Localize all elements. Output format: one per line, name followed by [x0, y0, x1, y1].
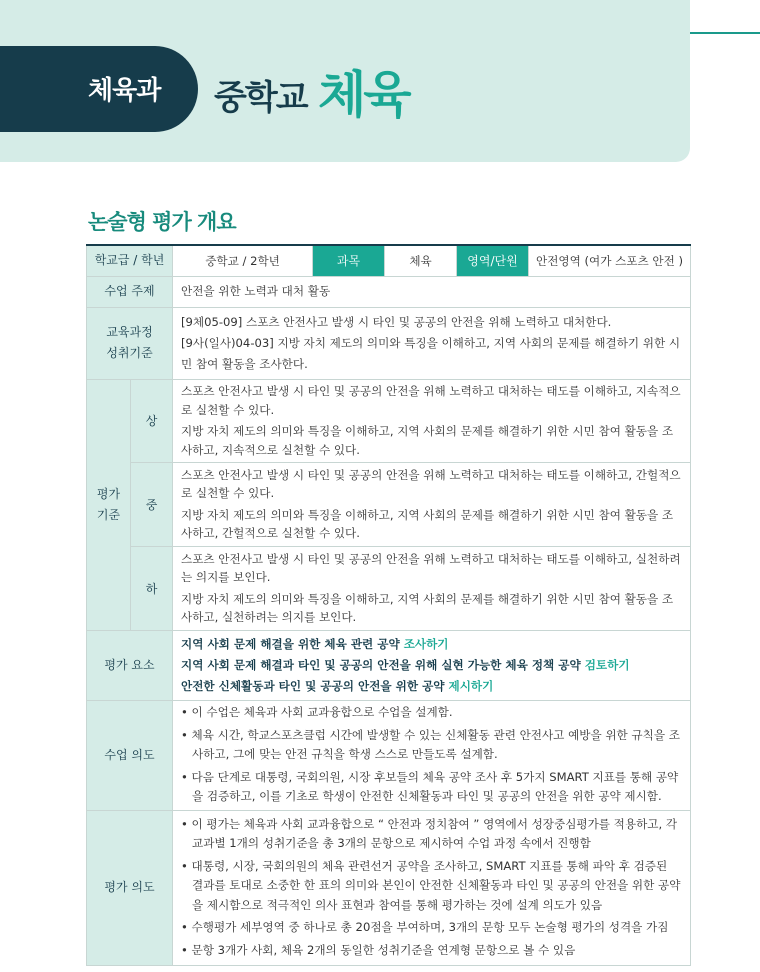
subject-tag: 체육과	[88, 76, 161, 106]
table-row-level-high	[87, 379, 691, 462]
eval-intent-item: • 이 평가는 체육과 사회 교과융합으로 “ 안전과 정치참여 ” 영역에서 성장중심평가를 적용하고, 각 교과별 1개의 성취기준을 총 3개의 문항으로 제시하여 수업 과정 속에서 진행함	[181, 816, 678, 851]
intent-item: • 체육 시간, 학교스포츠클럽 시간에 발생할 수 있는 신체활동 관련 안전사고 예방을 위한 규칙을 조사하고, 그에 맞는 안전 규칙을 학생 스스로 만들도록 설계함.	[181, 727, 680, 762]
element-verb: 조사하기	[403, 636, 449, 651]
element-text: 지역 사회 문제 해결과 타인 및 공공의 안전을 위해 실현 가능한 체육 정책 공약	[181, 657, 585, 672]
intent-list	[173, 700, 691, 810]
level-line: 지방 자치 제도의 의미와 특징을 이해하고, 지역 사회의 문제를 해결하기 위한 시민 참여 활동을 조사하고, 지속적으로 실천할 수 있다.	[181, 424, 674, 457]
intent-label: 수업 의도	[87, 700, 173, 810]
element-item	[181, 676, 682, 697]
level-line: 스포츠 안전사고 발생 시 타인 및 공공의 안전을 위해 노력하고 대처하는 태도를 이해하고, 지속적으로 실천할 수 있다.	[181, 384, 681, 417]
assessment-overview-table	[86, 244, 691, 966]
table-row-intent	[87, 700, 691, 810]
criteria-label	[87, 379, 131, 630]
level-name-high: 상	[131, 379, 173, 462]
element-item	[181, 634, 682, 655]
element-text: 안전한 신체활동과 타인 및 공공의 안전을 위한 공약	[181, 678, 449, 693]
standards-label-line-1: 교육과정	[106, 325, 153, 339]
area-value: 안전영역 (여가 스포츠 안전 )	[529, 245, 691, 276]
intent-item: • 다음 단계로 대통령, 국회의원, 시장 후보들의 체육 공약 조사 후 5가지 SMART 지표를 통해 공약을 검증하고, 이를 기초로 학생이 안전한 신체활동과 타인 및 공공의 안전을 위한 공약 제시함.	[181, 769, 679, 804]
table-row-standards	[87, 307, 691, 379]
level-line: 스포츠 안전사고 발생 시 타인 및 공공의 안전을 위해 노력하고 대처하는 태도를 이해하고, 간헐적으로 실천할 수 있다.	[181, 467, 681, 500]
level-line: 지방 자치 제도의 의미와 특징을 이해하고, 지역 사회의 문제를 해결하기 위한 시민 참여 활동을 조사하고, 간헐적으로 실천할 수 있다.	[181, 507, 674, 540]
elements-label: 평가 요소	[87, 630, 173, 700]
table-row-topic	[87, 276, 691, 307]
criteria-label-line-2: 기준	[96, 507, 121, 522]
elements-list	[173, 630, 691, 700]
standards-label	[87, 307, 173, 379]
subject-value: 체육	[385, 245, 457, 276]
element-text: 지역 사회 문제 해결을 위한 체육 관련 공약	[181, 636, 404, 651]
standard-item: [9체05-09] 스포츠 안전사고 발생 시 타인 및 공공의 안전을 위해 노력하고 대처한다.	[181, 314, 612, 329]
table-row-level-low	[87, 546, 691, 630]
element-verb: 검토하기	[584, 657, 630, 672]
page-title-level: 중학교	[214, 78, 307, 118]
eval-intent-item: • 대통령, 시장, 국회의원의 체육 관련선거 공약을 조사하고, SMART 지표를 통해 파악 후 검증된 결과를 토대로 소중한 한 표의 의미와 본인이 안전한 신체활동과 타인 및 공공의 안전을 위한 공약을 제시함으로 적극적인 의사 표현과 참여를 통해 평가하는 것에 설계 의도가 있음	[181, 858, 681, 912]
level-line: 지방 자치 제도의 의미와 특징을 이해하고, 지역 사회의 문제를 해결하기 위한 시민 참여 활동을 조사하고, 실천하려는 의지를 보인다.	[181, 591, 674, 624]
element-verb: 제시하기	[448, 678, 494, 693]
level-name-mid: 중	[131, 462, 173, 546]
standards-list	[173, 307, 691, 379]
standards-label-line-2: 성취기준	[106, 346, 153, 360]
criteria-label-line-1: 평가	[96, 486, 121, 501]
eval-intent-item: • 수행평가 세부영역 중 하나로 총 20점을 부여하며, 3개의 문항 모두 논술형 평가의 성격을 가짐	[181, 920, 669, 935]
standard-item: [9사(일사)04-03] 지방 자치 제도의 의미와 특징을 이해하고, 지역 사회의 문제를 해결하기 위한 시민 참여 활동을 조사한다.	[181, 335, 681, 371]
table-row-grade	[87, 245, 691, 276]
page-title-subject: 체육	[318, 66, 409, 124]
table-row-eval-intent	[87, 810, 691, 965]
eval-intent-list	[173, 810, 691, 965]
element-item	[181, 655, 682, 676]
subject-label: 과목	[313, 245, 385, 276]
level-desc-low	[173, 546, 691, 630]
eval-intent-label: 평가 의도	[87, 810, 173, 965]
header-accent-line	[690, 32, 760, 34]
grade-label: 학교급 / 학년	[87, 245, 173, 276]
intent-item: • 이 수업은 체육과 사회 교과융합으로 수업을 설계함.	[181, 705, 453, 720]
level-line: 스포츠 안전사고 발생 시 타인 및 공공의 안전을 위해 노력하고 대처하는 태도를 이해하고, 실천하려는 의지를 보인다.	[181, 551, 681, 584]
level-name-low: 하	[131, 546, 173, 630]
topic-label: 수업 주제	[87, 276, 173, 307]
topic-value: 안전을 위한 노력과 대처 활동	[173, 276, 691, 307]
area-label: 영역/단원	[457, 245, 529, 276]
level-desc-mid	[173, 462, 691, 546]
table-row-level-mid	[87, 462, 691, 546]
level-desc-high	[173, 379, 691, 462]
eval-intent-item: • 문항 3개가 사회, 체육 2개의 동일한 성취기준을 연계형 문항으로 볼 수 있음	[181, 942, 576, 957]
section-title: 논술형 평가 개요	[88, 210, 236, 234]
table-row-elements	[87, 630, 691, 700]
grade-value: 중학교 / 2학년	[173, 245, 313, 276]
